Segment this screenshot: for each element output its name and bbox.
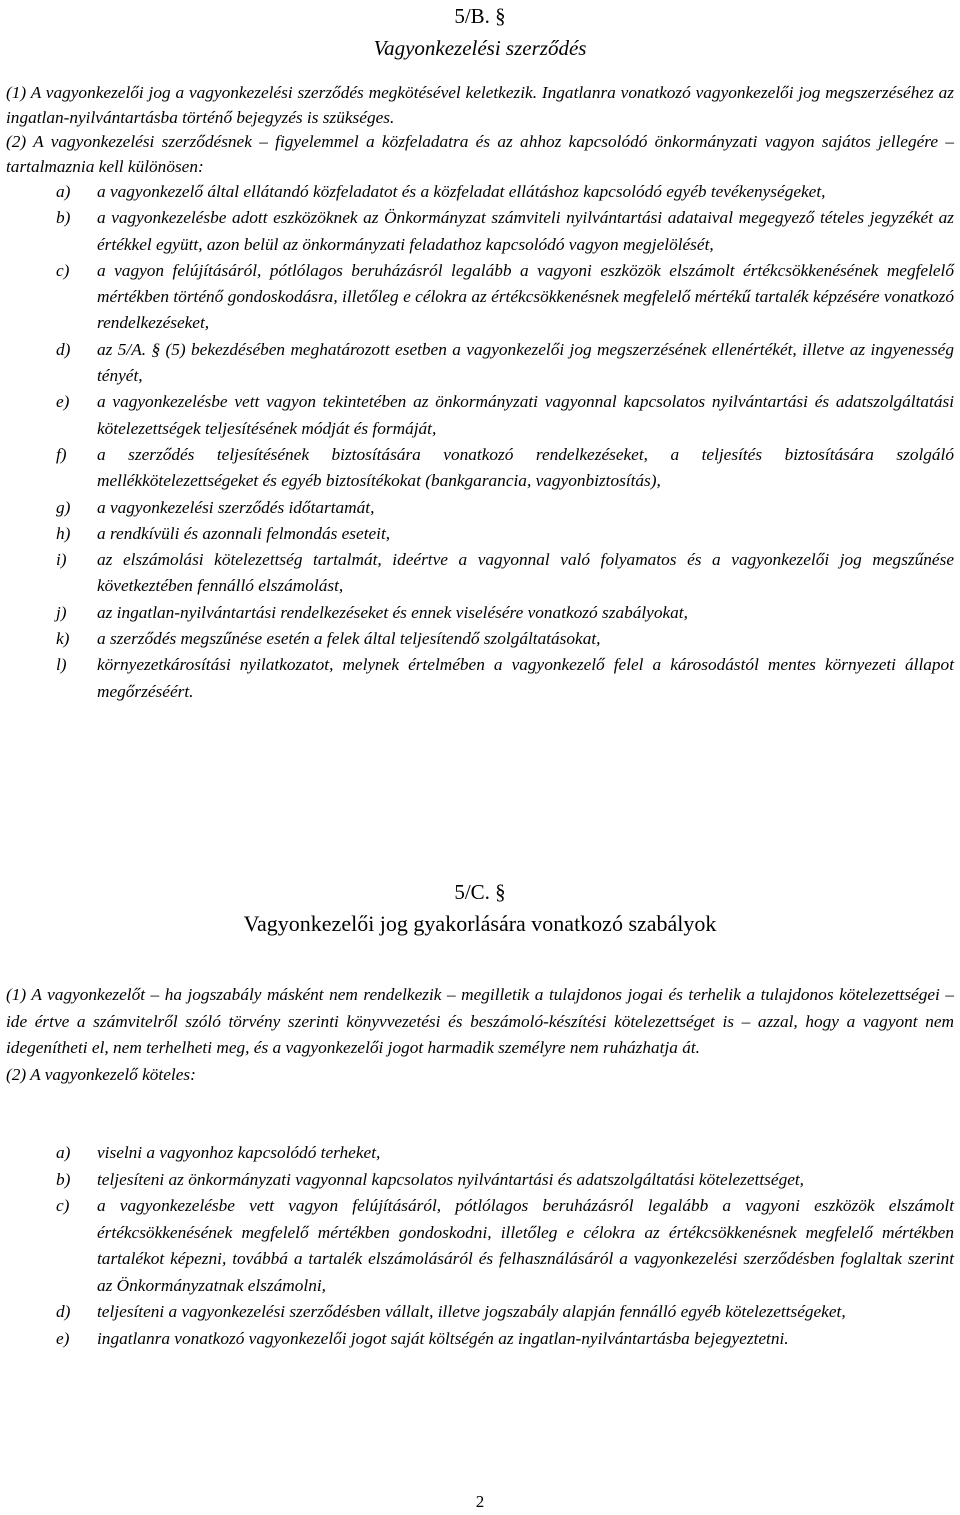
item-list — [0, 179, 960, 705]
item-text: a vagyonkezelésbe adott eszközöknek az Önkormányzat számviteli nyilvántartási adataival megegyező tételes jegyzékét az értékkel együtt, azon belül az önkormányzati feladathoz kapcsolódó vagyon megjelölését, — [97, 208, 954, 254]
item-list — [0, 1140, 960, 1352]
section-heading — [0, 876, 960, 940]
item-text: az ingatlan-nyilvántartási rendelkezéseket és ennek viselésére vonatkozó szabályokat, — [97, 602, 688, 622]
list-item — [0, 495, 960, 521]
section-number: 5/C. § — [454, 880, 506, 904]
list-item — [0, 179, 960, 205]
item-label: h) — [56, 523, 71, 543]
list-item — [0, 1299, 960, 1326]
item-text: a rendkívüli és azonnali felmondás eseteit, — [97, 523, 391, 543]
item-text: a vagyon felújításáról, pótlólagos beruházásról legalább a vagyoni eszközök elszámolt értékcsökkenésének megfelelő mértékben történő gondoskodásra, illetőleg e célokra az értékcsökkenésnek megfelelő mértékű tartalék képzésére vonatkozó rendelkezéseket, — [97, 260, 954, 333]
item-label: d) — [56, 1302, 71, 1321]
item-text: környezetkárosítási nyilatkozatot, melynek értelmében a vagyonkezelő felel a károsodástól mentes környezeti állapot megőrzéséért. — [97, 655, 954, 701]
section-heading — [0, 0, 960, 64]
list-item — [0, 1326, 960, 1353]
list-item — [0, 521, 960, 547]
item-label: k) — [56, 629, 70, 649]
item-text: a vagyonkezelési szerződés időtartamát, — [97, 497, 375, 517]
item-label: b) — [56, 208, 71, 228]
list-item — [0, 337, 960, 390]
item-text: az 5/A. § (5) bekezdésében meghatározott esetben a vagyonkezelői jog megszerzésének ellenértékét, illetve az ingyenesség tényét, — [97, 339, 954, 386]
section-number: 5/B. § — [454, 4, 506, 28]
item-text: teljesíteni a vagyonkezelési szerződésben vállalt, illetve jogszabály alapján fennálló egyéb kötelezettségeket, — [97, 1302, 846, 1321]
item-text: a szerződés teljesítésének biztosítására vonatkozó rendelkezéseket, a teljesítés biztosítására szolgáló mellékkötelezettségeket és egyéb biztosítékokat (bankgarancia, vagyonbiztosítás), — [97, 444, 954, 491]
item-label: c) — [56, 260, 70, 280]
item-label: c) — [56, 1196, 70, 1215]
list-item — [0, 442, 960, 495]
item-label: a) — [56, 182, 71, 201]
item-text: az elszámolási kötelezettség tartalmát, ideértve a vagyonnal való folyamatos és a vagyonkezelői jog megszűnése következtében fennálló elszámolást, — [97, 550, 954, 596]
item-label: a) — [56, 1143, 71, 1162]
paragraph-2: (2) A vagyonkezelési szerződésnek – figyelemmel a közfeladatra és az ahhoz kapcsolódó önkormányzati vagyon sajátos jellegére – tartalmaznia kell különösen: — [6, 132, 954, 176]
item-label: e) — [56, 1328, 70, 1348]
item-text: a vagyonkezelő által ellátandó közfeladatot és a közfeladat ellátáshoz kapcsolódó egyéb tevékenységeket, — [97, 182, 826, 201]
list-item — [0, 1167, 960, 1194]
item-label: j) — [56, 602, 67, 622]
item-label: f) — [56, 444, 67, 464]
section-title: Vagyonkezelési szerződés — [373, 36, 587, 60]
page-number: 2 — [475, 1492, 485, 1511]
item-label: i) — [56, 550, 67, 570]
item-label: d) — [56, 339, 71, 359]
list-item — [0, 205, 960, 258]
section-title: Vagyonkezelői jog gyakorlására vonatkozó szabályok — [243, 911, 717, 936]
list-item — [0, 389, 960, 442]
paragraph-1: (1) A vagyonkezelői jog a vagyonkezelési szerződés megkötésével keletkezik. Ingatlanra vonatkozó vagyonkezelői jog megszerzéséhez az ingatlan-nyilvántartásba történő bejegyzés is szükséges. — [6, 83, 954, 127]
item-label: g) — [56, 497, 71, 517]
paragraph-2: (2) A vagyonkezelő köteles: — [6, 1064, 196, 1084]
item-label: b) — [56, 1169, 71, 1189]
item-label: l) — [56, 655, 67, 675]
item-text: viselni a vagyonhoz kapcsolódó terheket, — [97, 1143, 381, 1162]
item-text: teljesíteni az önkormányzati vagyonnal kapcsolatos nyilvántartási és adatszolgáltatási kötelezettséget, — [97, 1169, 804, 1189]
list-item — [0, 1140, 960, 1167]
list-item — [0, 652, 960, 705]
item-text: ingatlanra vonatkozó vagyonkezelői jogot saját költségén az ingatlan-nyilvántartásba bejegyeztetni. — [97, 1328, 789, 1348]
item-text: a vagyonkezelésbe vett vagyon tekintetében az önkormányzati vagyonnal kapcsolatos nyilvántartási és adatszolgáltatási kötelezettségek teljesítésének módját és formáját, — [97, 392, 954, 438]
list-item — [0, 626, 960, 652]
item-label: e) — [56, 392, 70, 412]
item-text: a vagyonkezelésbe vett vagyon felújításáról, pótlólagos beruházásról legalább a vagyoni eszközök elszámolt értékcsökkenésének megfelelő mértékben gondoskodni, illetőleg e célokra az értékcsökkenésnek megfelelő mértékben tartalékot képezni, továbbá a tartalék elszámolásáról és felhasználásáról a vagyonkezelési szerződésben foglaltak szerint az Önkormányzatnak elszámolni, — [97, 1196, 954, 1295]
paragraph-1: (1) A vagyonkezelőt – ha jogszabály másként nem rendelkezik – megilletik a tulajdonos jogai és terhelik a tulajdonos kötelezettségei – ide értve a számvitelről szóló törvény szerinti könyvvezetési és beszámoló-készítési kötelezettséget is – azzal, hogy a vagyont nem idegenítheti el, nem terhelheti meg, és a vagyonkezelői jogot harmadik személyre nem ruházhatja át. — [6, 985, 954, 1057]
section-5b — [0, 0, 960, 705]
section-5c — [0, 876, 960, 1352]
list-item — [0, 547, 960, 600]
list-item — [0, 258, 960, 337]
item-text: a szerződés megszűnése esetén a felek által teljesítendő szolgáltatásokat, — [97, 629, 601, 649]
list-item — [0, 600, 960, 626]
list-item — [0, 1193, 960, 1299]
